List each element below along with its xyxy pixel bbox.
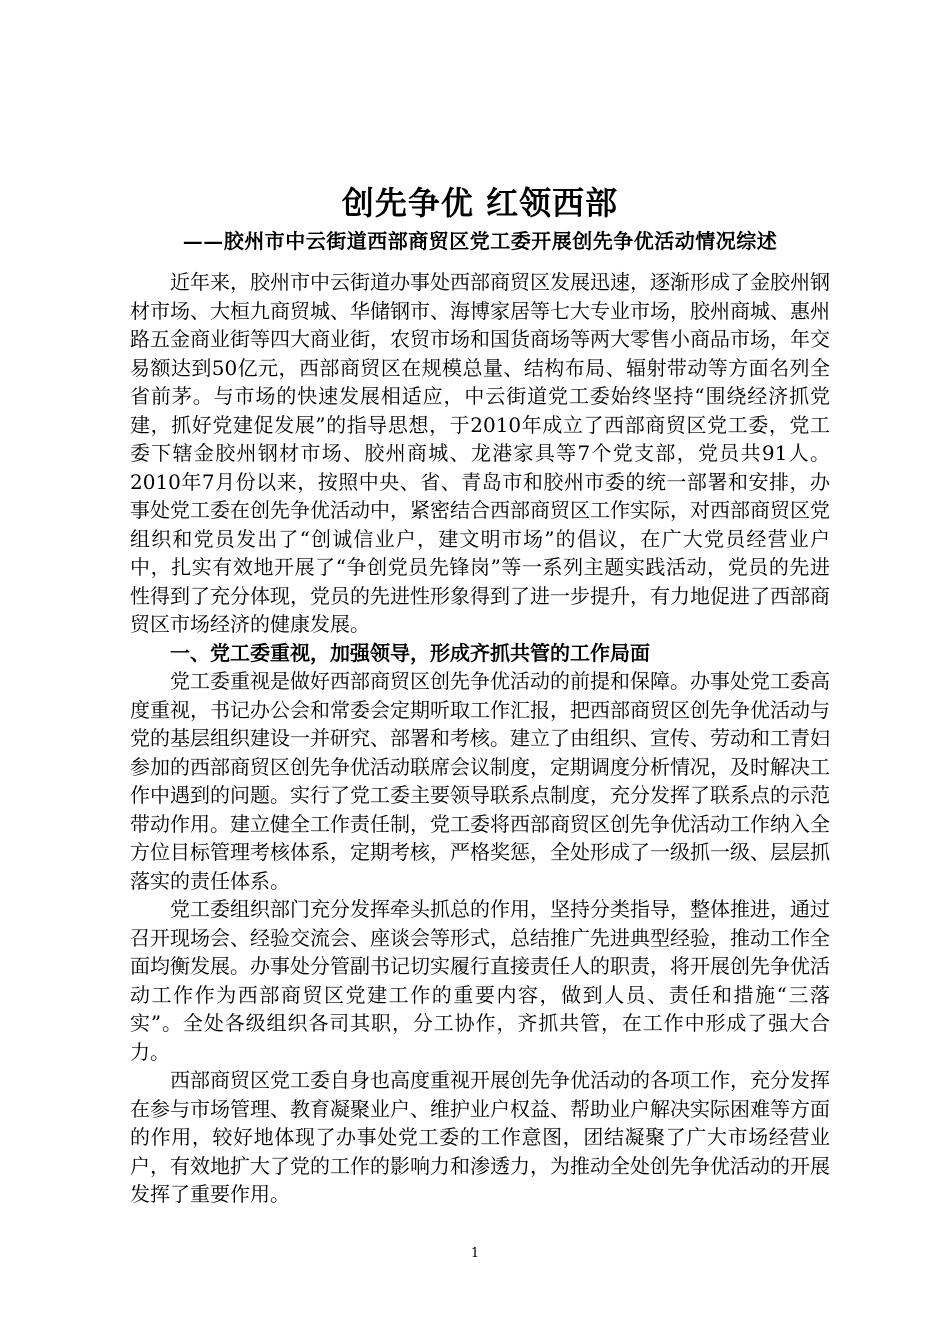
- document-body: [130, 180, 830, 1209]
- section-1-paragraph-3: 西部商贸区党工委自身也高度重视开展创先争优活动的各项工作，充分发挥在参与市场管理、教育凝聚业户、维护业户权益、帮助业户解决实际困难等方面的作用，较好地体现了办事处党工委的工作意图，团结凝聚了广大市场经营业户，有效地扩大了党的工作的影响力和渗透力，为推动全处创先争优活动的开展发挥了重要作用。: [130, 1068, 830, 1206]
- document-subtitle: ——胶州市中云街道西部商贸区党工委开展创先争优活动情况综述: [182, 229, 778, 253]
- section-1-paragraph-2: 党工委组织部门充分发挥牵头抓总的作用，坚持分类指导，整体推进，通过召开现场会、经验交流会、座谈会等形式，总结推广先进典型经验，推动工作全面均衡发展。办事处分管副书记切实履行直接责任人的职责，将开展创先争优活动工作作为西部商贸区党建工作的重要内容，做到人员、责任和措施“三落实”。全处各级组织各司其职，分工协作，齐抓共管，在工作中形成了强大合力。: [130, 897, 830, 1064]
- page-number: 1: [470, 1246, 480, 1261]
- section-1-paragraph-1: 党工委重视是做好西部商贸区创先争优活动的前提和保障。办事处党工委高度重视，书记办公会和常委会定期听取工作汇报，把西部商贸区创先争优活动与党的基层组织建设一并研究、部署和考核。建立了由组织、宣传、劳动和工青妇参加的西部商贸区创先争优活动联席会议制度，定期调度分析情况，及时解决工作中遇到的问题。实行了党工委主要领导联系点制度，充分发挥了联系点的示范带动作用。建立健全工作责任制，党工委将西部商贸区创先争优活动工作纳入全方位目标管理考核体系，定期考核，严格奖惩，全处形成了一级抓一级、层层抓落实的责任体系。: [130, 669, 830, 893]
- intro-paragraph: 近年来，胶州市中云街道办事处西部商贸区发展迅速，逐渐形成了金胶州钢材市场、大桓九商贸城、华储钢市、海博家居等七大专业市场，胶州商城、惠州路五金商业街等四大商业街，农贸市场和国货商场等两大零售小商品市场，年交易额达到50亿元，西部商贸区在规模总量、结构布局、辐射带动等方面名列全省前茅。与市场的快速发展相适应，中云街道党工委始终坚持“围绕经济抓党建，抓好党建促发展”的指导思想，于2010年成立了西部商贸区党工委，党工委下辖金胶州钢材市场、胶州商城、龙港家具等7个党支部，党员共91人。2010年7月份以来，按照中央、省、青岛市和胶州市委的统一部署和安排，办事处党工委在创先争优活动中，紧密结合西部商贸区工作实际，对西部商贸区党组织和党员发出了“创诚信业户，建文明市场”的倡议，在广大党员经营业户中，扎实有效地开展了“争创党员先锋岗”等一系列主题实践活动，党员的先进性得到了充分体现，党员的先进性形象得到了进一步提升，有力地促进了西部商贸区市场经济的健康发展。: [130, 270, 830, 636]
- document-title: 创先争优 红领西部: [341, 184, 619, 222]
- section-1-heading: 一、党工委重视，加强领导，形成齐抓共管的工作局面: [170, 640, 650, 665]
